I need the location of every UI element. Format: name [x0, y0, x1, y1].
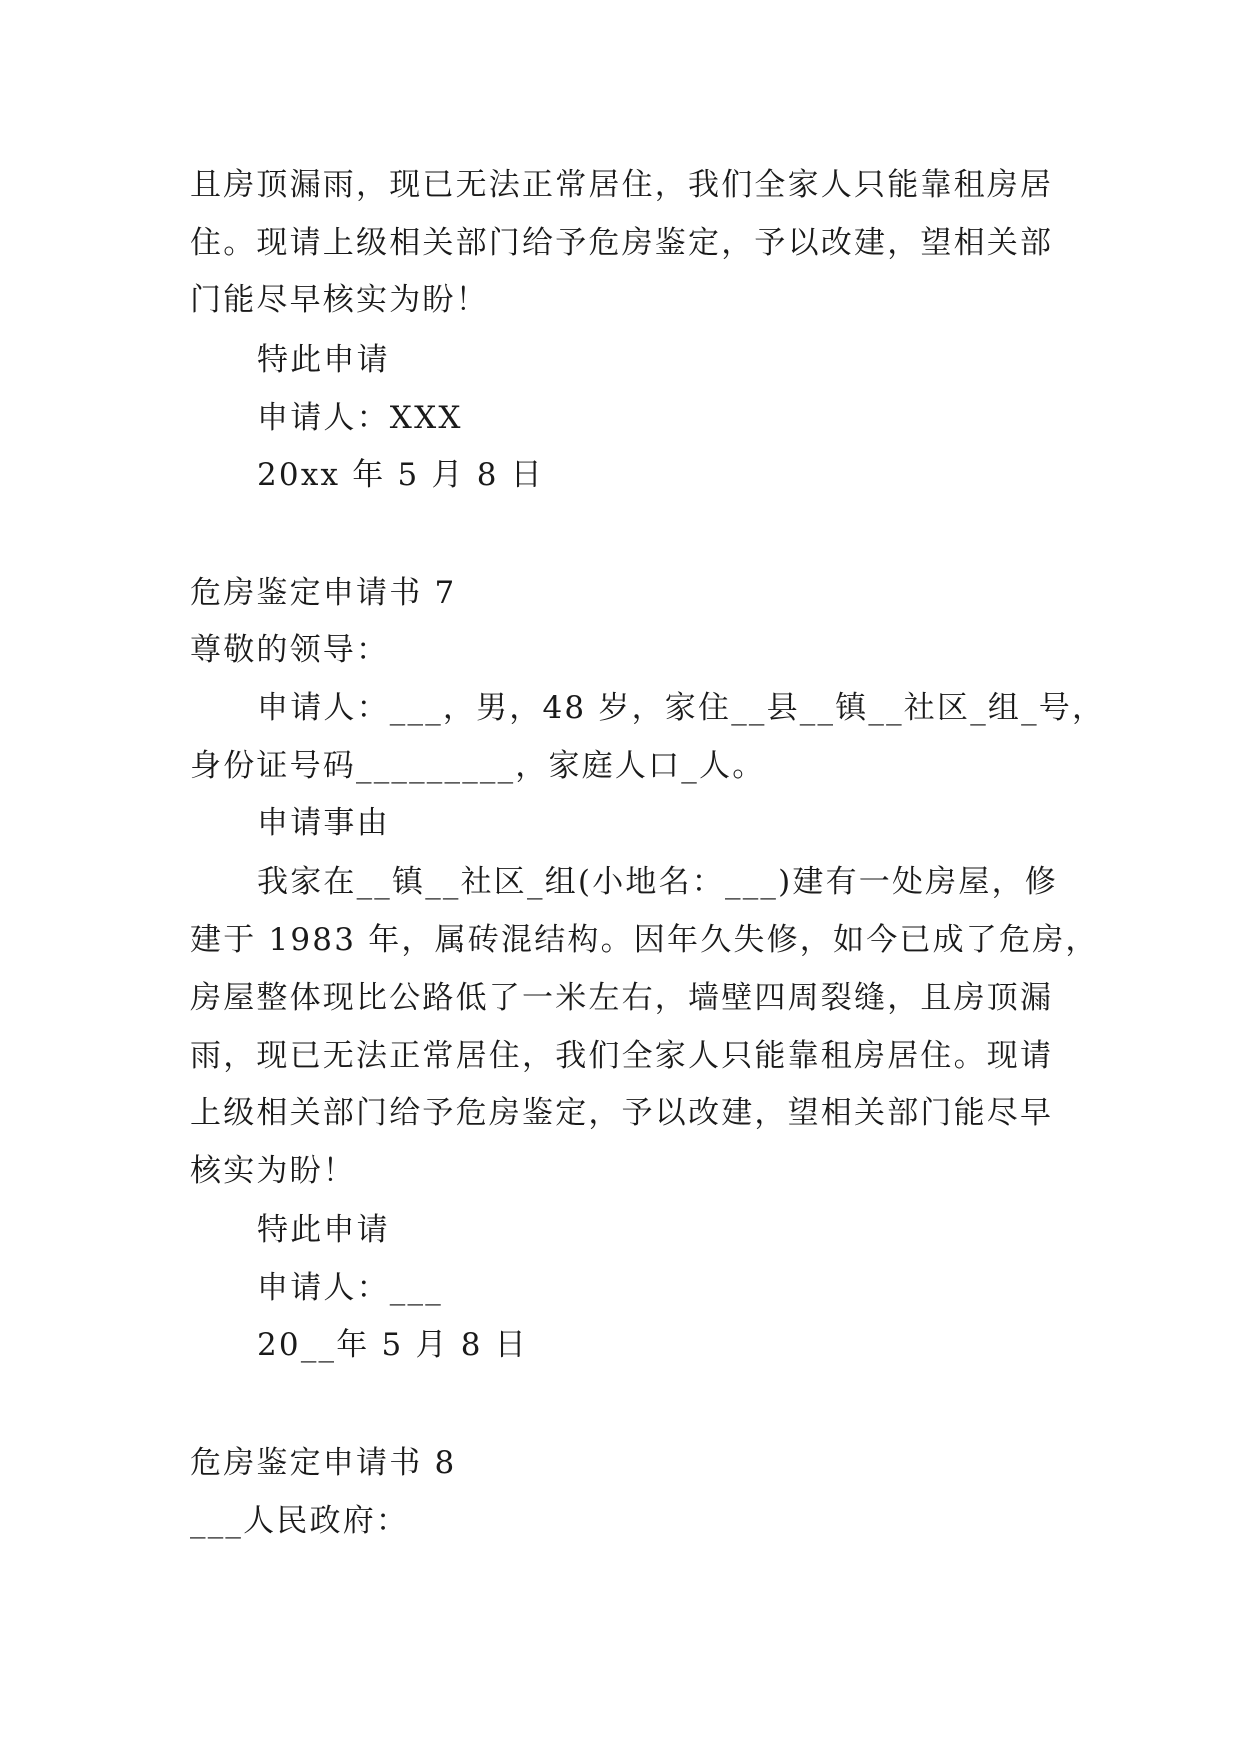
section-title: 危房鉴定申请书 8: [190, 1445, 457, 1481]
salutation: ___人民政府：: [190, 1503, 410, 1539]
body-line: 建于 1983 年，属砖混结构。因年久失修，如今已成了危房，: [190, 922, 1099, 958]
date-line: 20xx 年 5 月 8 日: [257, 457, 544, 493]
body-line: 身份证号码_________，家庭人口_人。: [190, 748, 766, 784]
closing-phrase: 特此申请: [257, 1212, 390, 1248]
section-title: 危房鉴定申请书 7: [190, 575, 457, 611]
body-line: 门能尽早核实为盼！: [190, 282, 489, 318]
body-line: 雨，现已无法正常居住，我们全家人只能靠租房居住。现请: [190, 1038, 1054, 1074]
body-line: 我家在__镇__社区_组(小地名：___)建有一处房屋，修: [257, 864, 1058, 900]
subheading: 申请事由: [257, 805, 390, 841]
applicant-signature: 申请人：XXX: [257, 400, 463, 436]
applicant-signature: 申请人：___: [257, 1270, 443, 1306]
date-line: 20__年 5 月 8 日: [257, 1327, 528, 1363]
body-line: 且房顶漏雨，现已无法正常居住，我们全家人只能靠租房居: [190, 167, 1054, 203]
body-line: 上级相关部门给予危房鉴定，予以改建，望相关部门能尽早: [190, 1095, 1054, 1131]
body-line: 房屋整体现比公路低了一米左右，墙壁四周裂缝，且房顶漏: [190, 980, 1054, 1016]
closing-phrase: 特此申请: [257, 342, 390, 378]
salutation: 尊敬的领导：: [190, 632, 390, 668]
body-line: 申请人：___，男，48 岁，家住__县__镇__社区_组_号，: [257, 690, 1106, 726]
body-line: 住。现请上级相关部门给予危房鉴定，予以改建，望相关部: [190, 225, 1054, 261]
body-line: 核实为盼！: [190, 1153, 356, 1189]
